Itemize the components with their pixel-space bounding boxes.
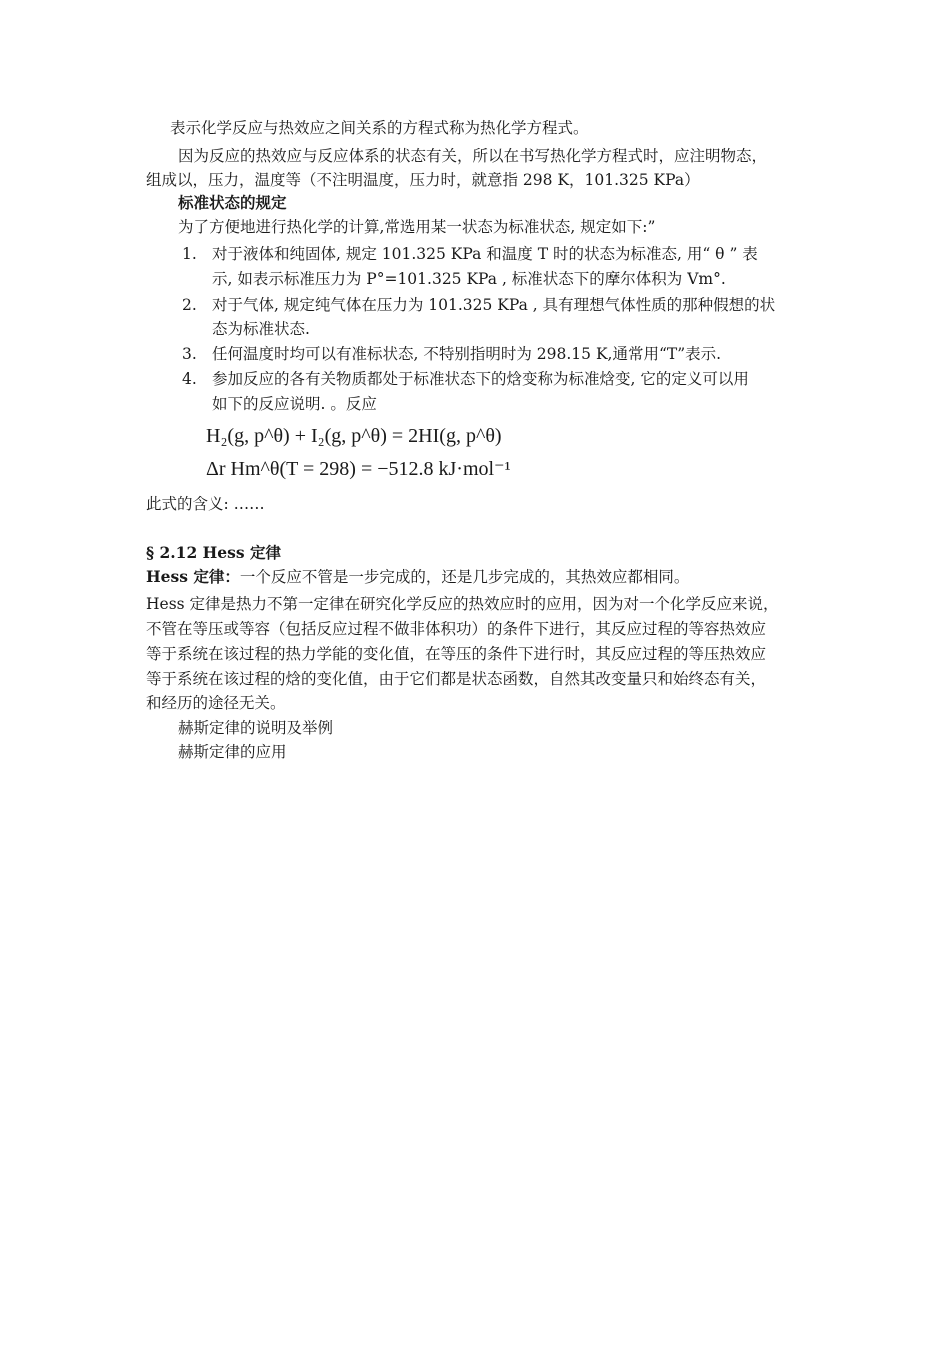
- list-item-4-line-1: 参加反应的各有关物质都处于标准状态下的焓变称为标准焓变, 它的定义可以用: [212, 370, 749, 388]
- list-number-2: 2.: [182, 296, 197, 314]
- link-hess-application[interactable]: 赫斯定律的应用: [178, 743, 287, 761]
- hess-paragraph-line-5: 和经历的途径无关。: [146, 694, 286, 712]
- paragraph-state-line-2: 组成以，压力，温度等（不注明温度，压力时，就意指 298 K，101.325 KPa）: [146, 171, 700, 189]
- list-item-2-line-1: 对于气体, 规定纯气体在压力为 101.325 KPa , 具有理想气体性质的那种假想的状: [212, 296, 776, 314]
- equation-reaction: [206, 423, 502, 449]
- list-item-2-line-2: 态为标准状态.: [212, 320, 310, 338]
- list-number-3: 3.: [182, 345, 197, 363]
- hess-definition: [146, 567, 689, 587]
- paragraph-state-line-1: 因为反应的热效应与反应体系的状态有关，所以在书写热化学方程式时，应注明物态，: [178, 147, 768, 165]
- hess-paragraph-line-1: Hess 定律是热力不第一定律在研究化学反应的热效应时的应用，因为对一个化学反应来说，: [146, 595, 779, 613]
- list-item-1-line-2: 示, 如表示标准压力为 P°=101.325 KPa , 标准状态下的摩尔体积为 Vm°.: [212, 270, 726, 288]
- hess-paragraph-line-2: 不管在等压或等容（包括反应过程不做非体积功）的条件下进行，其反应过程的等容热效应: [146, 620, 767, 638]
- equation-reaction-text: H₂(g, p^θ) + I₂(g, p^θ) = 2HI(g, p^θ): [206, 425, 502, 447]
- list-item-3: 任何温度时均可以有准标状态, 不特别指明时为 298.15 K,通常用“T”表示.: [212, 345, 722, 363]
- paragraph-standard-intro: 为了方便地进行热化学的计算,常选用某一状态为标准状态, 规定如下:”: [178, 218, 656, 236]
- hess-definition-text: 一个反应不管是一步完成的，还是几步完成的，其热效应都相同。: [239, 568, 690, 586]
- equation-enthalpy-text: Δr Hm^θ(T = 298) = −512.8 kJ·mol⁻¹: [206, 458, 511, 480]
- list-number-1: 1.: [182, 245, 197, 263]
- hess-definition-lead: Hess 定律：: [146, 567, 240, 586]
- link-hess-explanation[interactable]: 赫斯定律的说明及举例: [178, 719, 334, 737]
- list-item-4-line-2: 如下的反应说明. 。反应: [212, 395, 377, 413]
- hess-paragraph-line-3: 等于系统在该过程的热力学能的变化值，在等压的条件下进行时，其反应过程的等压热效应: [146, 645, 767, 663]
- paragraph-definition: 表示化学反应与热效应之间关系的方程式称为热化学方程式。: [170, 119, 589, 137]
- hess-paragraph-line-4: 等于系统在该过程的焓的变化值，由于它们都是状态函数，自然其改变量只和始终态有关，: [146, 670, 767, 688]
- heading-standard-state: 标准状态的规定: [178, 193, 287, 212]
- list-item-1-line-1: 对于液体和纯固体, 规定 101.325 KPa 和温度 T 时的状态为标准态, 用“ θ ” 表: [212, 245, 758, 263]
- heading-hess: § 2.12 Hess 定律: [146, 543, 282, 562]
- equation-enthalpy: [206, 456, 511, 482]
- paragraph-meaning: 此式的含义: ……: [146, 495, 265, 513]
- list-number-4: 4.: [182, 370, 197, 388]
